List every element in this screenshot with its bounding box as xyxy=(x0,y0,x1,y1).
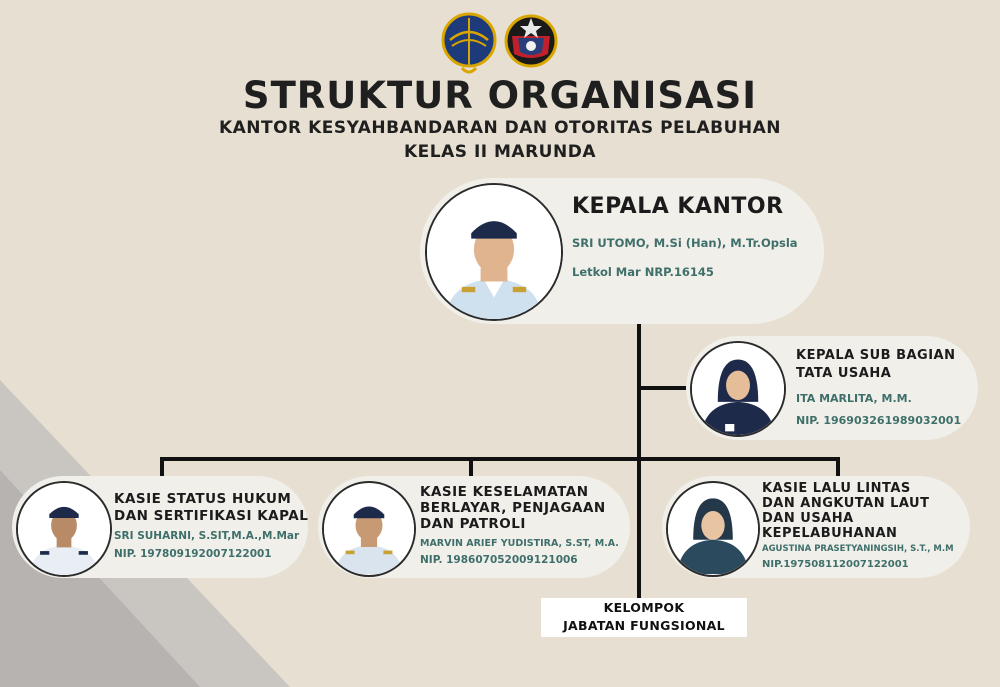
kasie1-name: SRI SUHARNI, S.SIT,M.A.,M.Mar xyxy=(114,530,300,542)
connector-kasie1 xyxy=(160,457,164,477)
fungsional-line2: JABATAN FUNGSIONAL xyxy=(563,618,725,633)
kasie1-photo xyxy=(16,481,112,577)
page-subtitle-line2: KELAS II MARUNDA xyxy=(404,142,596,162)
fungsional-box xyxy=(541,598,747,637)
head-rank: Letkol Mar NRP.16145 xyxy=(572,265,714,279)
head-photo xyxy=(425,183,563,321)
subbag-name: ITA MARLITA, M.M. xyxy=(796,392,912,405)
kasie1-title-line1: KASIE STATUS HUKUM xyxy=(114,491,292,507)
kasie3-title-line3: DAN USAHA xyxy=(762,511,854,526)
kasie3-name: AGUSTINA PRASETYANINGSIH, S.T., M.M xyxy=(762,544,954,554)
kasie1-title-line2: DAN SERTIFIKASI KAPAL xyxy=(114,508,309,524)
ksop-logo-icon xyxy=(504,10,558,76)
connector-subbag xyxy=(637,386,691,390)
page-title: STRUKTUR ORGANISASI xyxy=(242,74,758,117)
page-subtitle-line1: KANTOR KESYAHBANDARAN DAN OTORITAS PELABUHAN xyxy=(218,118,782,138)
subbag-nip: NIP. 196903261989032001 xyxy=(796,414,962,427)
subbag-title-line1: KEPALA SUB BAGIAN xyxy=(796,348,956,363)
ministry-logo-icon xyxy=(440,10,498,76)
kasie2-title-line3: DAN PATROLI xyxy=(420,516,526,532)
kasie2-name: MARVIN ARIEF YUDISTIRA, S.ST, M.A. xyxy=(420,538,619,549)
kasie3-photo xyxy=(666,481,760,577)
subbag-title-line2: TATA USAHA xyxy=(796,366,892,381)
kasie3-title-line2: DAN ANGKUTAN LAUT xyxy=(762,496,930,511)
connector-horizontal xyxy=(160,457,840,461)
kasie3-title-line1: KASIE LALU LINTAS xyxy=(762,481,911,496)
kasie1-nip: NIP. 197809192007122001 xyxy=(114,548,272,560)
connector-kasie2 xyxy=(469,457,473,477)
kasie3-nip: NIP.197508112007122001 xyxy=(762,559,909,570)
kasie2-photo xyxy=(322,481,416,577)
head-title: KEPALA KANTOR xyxy=(572,194,784,219)
fungsional-line1: KELOMPOK xyxy=(603,600,685,615)
head-name: SRI UTOMO, M.Si (Han), M.Tr.Opsla xyxy=(572,236,798,250)
connector-kasie3 xyxy=(836,457,840,477)
subbag-photo xyxy=(690,341,786,437)
kasie2-title-line1: KASIE KESELAMATAN xyxy=(420,484,589,500)
logos xyxy=(440,8,560,78)
kasie2-nip: NIP. 198607052009121006 xyxy=(420,554,578,566)
kasie3-title-line4: KEPELABUHANAN xyxy=(762,526,898,541)
kasie2-title-line2: BERLAYAR, PENJAGAAN xyxy=(420,500,606,516)
